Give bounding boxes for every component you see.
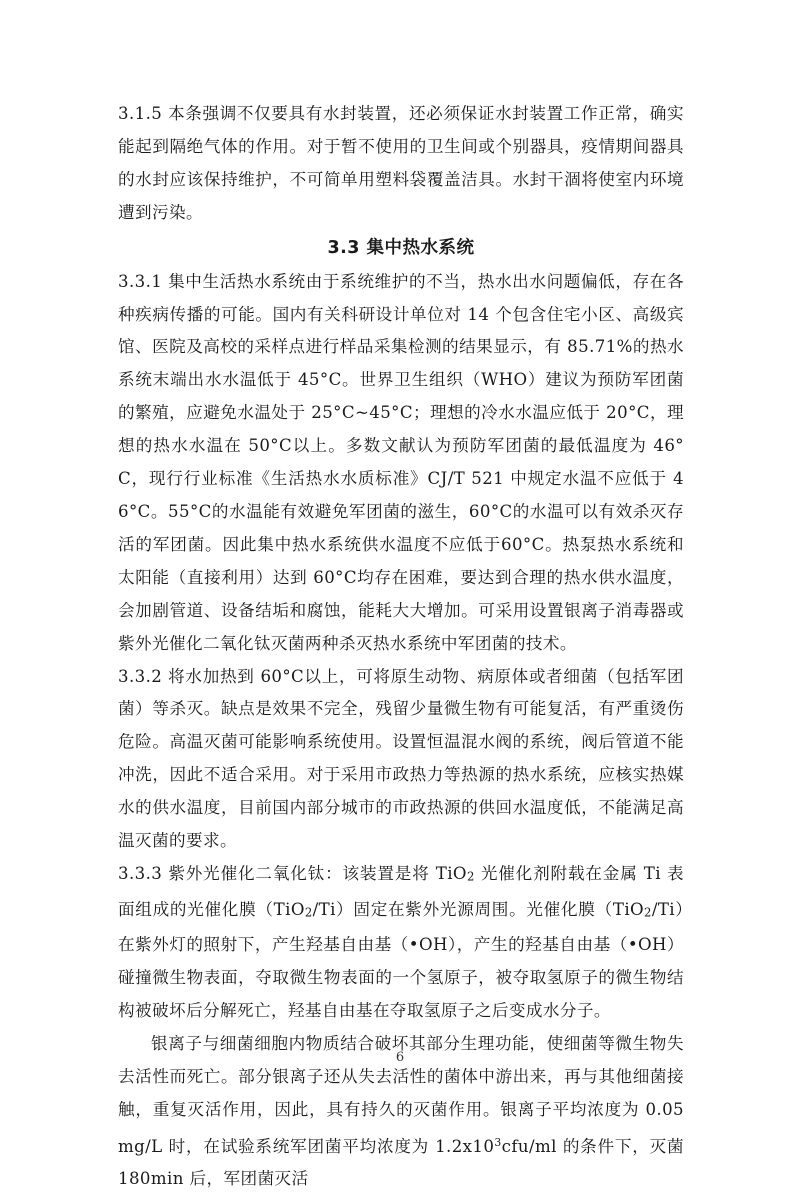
paragraph-3-1-5: 3.1.5 本条强调不仅要具有水封装置，还必须保证水封装置工作正常，确实能起到隔绝气体的作用。对于暂不使用的卫生间或个别器具，疫情期间器具的水封应该保持维护，不可简单用塑料袋覆盖洁具。水封干涸将使室内环境遭到污染。 <box>118 104 684 222</box>
page-content <box>118 98 684 1196</box>
text-run: 银离子与细菌细胞内物质结合破坏其部分生理功能，使细菌等微生物失去活性而死亡。部分银离子还从失去活性的菌体中游出来，再与其他细菌接触，重复灭活作用，因此，具有持久的灭菌作用。银离子平均浓度为 0.05mg/L 时，在试验系统军团菌平均浓度为 1.2x10 <box>118 1033 684 1156</box>
paragraph-3-3-3 <box>118 858 684 1028</box>
section-heading-3-3: 3.3 集中热水系统 <box>327 237 475 258</box>
subscript: 2 <box>466 869 475 884</box>
page-number: 6 <box>395 1050 405 1065</box>
text-run: 光催化剂附载在金属 Ti 表面组成的光催化膜（TiO <box>118 863 685 919</box>
paragraph-3-3-2: 3.3.2 将水加热到 60°C以上，可将原生动物、病原体或者细菌（包括军团菌）等杀灭。缺点是效果不完全，残留少量微生物有可能复活，有严重烫伤危险。高温灭菌可能影响系统使用。设置恒温混水阀的系统，阀后管道不能冲洗，因此不适合采用。对于采用市政热力等热源的热水系统，应核实热媒水的供水温度，目前国内部分城市的市政热源的供回水温度低，不能满足高温灭菌的要求。 <box>118 666 684 851</box>
text-run: /Ti）在紫外灯的照射下，产生羟基自由基（•OH），产生的羟基自由基（•OH）碰撞微生物表面，夺取微生物表面的一个氢原子，被夺取氢原子的微生物结构被破坏后分解死亡，羟基自由基在夺取氢原子之后变成水分子。 <box>118 899 685 1021</box>
text-run: cfu/ml 的条件下，灭菌 180min 后，军团菌灭活 <box>118 1136 684 1189</box>
text-run: 3.3.3 紫外光催化二氧化钛：该装置是将 TiO <box>118 863 467 883</box>
superscript: 3 <box>494 1135 502 1149</box>
paragraph-3-3-1: 3.3.1 集中生活热水系统由于系统维护的不当，热水出水问题偏低，存在各种疾病传播的可能。国内有关科研设计单位对 14 个包含住宅小区、高级宾馆、医院及高校的采样点进行样品采集检测的结果显示，有 85.71%的热水系统末端出水水温低于 45°C。世界卫生组织（WHO）建议为预防军团菌的繁殖，应避免水温处于 25°C~45°C；理想的冷水水温应低于 20°C，理想的热水水温在 50°C以上。多数文献认为预防军团菌的最低温度为 46°C，现行行业标准《生活热水水质标准》CJ/T 521 中规定水温不应低于 46°C。55°C的水温能有效避免军团菌的滋生，60°C的水温可以有效杀灭存活的军团菌。因此集中热水系统供水温度不应低于60°C。热泵热水系统和太阳能（直接利用）达到 60°C均存在困难，要达到合理的热水供水温度，会加剧管道、设备结垢和腐蚀，能耗大大增加。可采用设置银离子消毒器或紫外光催化二氧化钛灭菌两种杀灭热水系统中军团菌的技术。 <box>118 271 684 653</box>
subscript: 2 <box>304 905 313 920</box>
text-run: /Ti）固定在紫外光源周围。光催化膜（TiO <box>312 899 645 919</box>
subscript: 2 <box>644 905 652 920</box>
